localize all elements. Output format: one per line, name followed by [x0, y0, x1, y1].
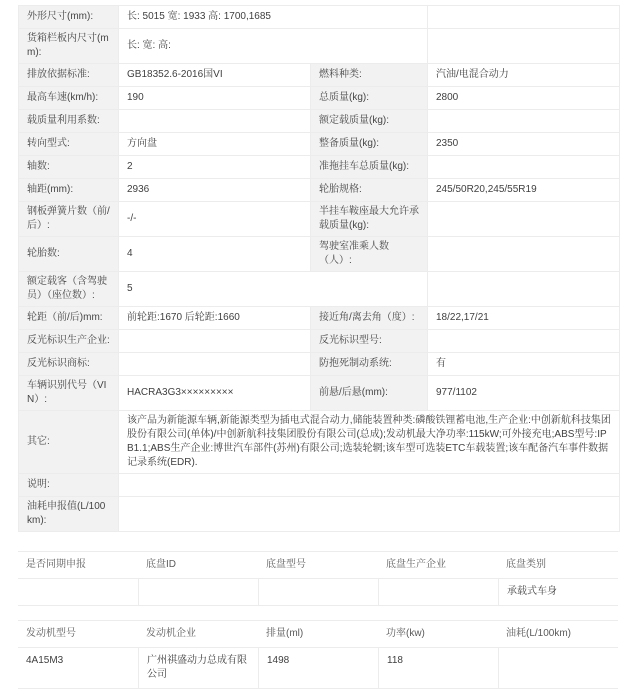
table-cell	[138, 579, 258, 605]
spec-label: 驾驶室准乘人数（人）:	[311, 237, 428, 272]
table-header-cell: 是否同期申报	[26, 559, 86, 570]
table-header-cell: 底盘ID	[146, 559, 176, 570]
spec-value: 方向盘	[119, 133, 311, 156]
spec-row	[19, 474, 619, 497]
spec-label: 额定载客（含驾驶员）（座位数）:	[19, 272, 119, 307]
spec-value: 2800	[428, 87, 619, 110]
spec-row	[19, 497, 619, 531]
table-row	[18, 648, 618, 689]
spec-value: HACRA3G3×××××××××	[119, 376, 311, 411]
table-cell: 118	[378, 648, 498, 688]
vehicle-spec-table	[18, 5, 620, 532]
table-header-cell: 发动机型号	[26, 628, 76, 639]
table-cell	[258, 579, 378, 605]
table-cell: 承载式车身	[498, 579, 618, 605]
spec-label: 载质量利用系数:	[19, 110, 119, 133]
spec-value	[119, 330, 311, 353]
spec-label: 防抱死制动系统:	[311, 353, 428, 376]
spec-label: 反光标识生产企业:	[19, 330, 119, 353]
spec-label: 货箱栏板内尺寸(mm):	[19, 29, 119, 64]
spec-value: 18/22,17/21	[428, 307, 619, 330]
spec-value: 2350	[428, 133, 619, 156]
spec-value	[119, 110, 311, 133]
spec-value	[428, 330, 619, 353]
spec-row	[19, 411, 619, 474]
spec-label: 燃料种类:	[311, 64, 428, 87]
spec-label: 反光标识商标:	[19, 353, 119, 376]
spec-row	[19, 330, 619, 353]
spec-label: 轮距（前/后)mm:	[19, 307, 119, 330]
table-header-cell: 油耗(L/100km)	[506, 628, 572, 639]
spec-label: 其它:	[19, 411, 119, 474]
spec-value	[428, 272, 619, 307]
spec-row	[19, 87, 619, 110]
spec-value: 该产品为新能源车辆,新能源类型为插电式混合动力,储能装置种类:磷酸铁锂蓄电池,生产企业:中创新航科技集团股份有限公司(单体)/中创新航科技集团股份有限公司(总成);发动机最大净功率:115kW;可外接充电;ABS型号:IPB1.1;ABS生产企业:博世汽车部件(苏州)有限公司;选装轮辋;该车型可选装ETC车载装置;该车配备汽车事件数据记录系统(EDR).	[119, 411, 619, 474]
spec-label: 轴距(mm):	[19, 179, 119, 202]
table-header-cell: 底盘型号	[266, 559, 306, 570]
table-cell	[378, 579, 498, 605]
spec-value: GB18352.6-2016国VI	[119, 64, 311, 87]
engine-table	[18, 620, 618, 689]
spec-label: 轮胎规格:	[311, 179, 428, 202]
spec-label: 轴数:	[19, 156, 119, 179]
spec-label: 说明:	[19, 474, 119, 497]
spec-label: 转向型式:	[19, 133, 119, 156]
spec-row	[19, 376, 619, 411]
spec-value: 长: 宽: 高:	[119, 29, 428, 64]
table-header-cell: 发动机企业	[146, 628, 196, 639]
spec-label: 额定载质量(kg):	[311, 110, 428, 133]
table-row	[18, 579, 618, 606]
spec-value	[428, 202, 619, 237]
spec-value	[119, 353, 311, 376]
table-header-cell: 底盘生产企业	[386, 559, 446, 570]
spec-value: 190	[119, 87, 311, 110]
table-cell: 4A15M3	[26, 655, 64, 666]
spec-value: 2	[119, 156, 311, 179]
spec-value	[428, 237, 619, 272]
spec-row	[19, 133, 619, 156]
spec-row	[19, 110, 619, 133]
spec-value	[119, 497, 619, 531]
spec-label: 车辆识别代号（VIN）:	[19, 376, 119, 411]
spec-value: 长: 5015 宽: 1933 高: 1700,1685	[119, 6, 428, 29]
spec-label: 整备质量(kg):	[311, 133, 428, 156]
spec-row	[19, 179, 619, 202]
spec-value	[428, 156, 619, 179]
table-header-cell: 底盘类别	[506, 559, 546, 570]
spec-value: 汽油/电混合动力	[428, 64, 619, 87]
spec-label: 排放依据标准:	[19, 64, 119, 87]
spec-value: -/-	[119, 202, 311, 237]
spec-row	[19, 6, 619, 29]
spec-label: 油耗申报值(L/100km):	[19, 497, 119, 531]
spec-label: 前悬/后悬(mm):	[311, 376, 428, 411]
spec-row	[19, 353, 619, 376]
spec-row	[19, 272, 619, 307]
spec-label: 接近角/离去角（度）:	[311, 307, 428, 330]
spec-row	[19, 307, 619, 330]
spec-row	[19, 237, 619, 272]
table-header-row	[18, 552, 618, 579]
spec-value	[428, 110, 619, 133]
spec-label: 总质量(kg):	[311, 87, 428, 110]
spec-value: 4	[119, 237, 311, 272]
table-header-cell: 排量(ml)	[266, 628, 304, 639]
spec-value: 2936	[119, 179, 311, 202]
spec-label: 最高车速(km/h):	[19, 87, 119, 110]
spec-label: 半挂车鞍座最大允许承载质量(kg):	[311, 202, 428, 237]
spec-row	[19, 156, 619, 179]
spec-value	[119, 474, 619, 497]
spec-label: 准拖挂车总质量(kg):	[311, 156, 428, 179]
chassis-table	[18, 551, 618, 606]
table-cell: 广州祺盛动力总成有限公司	[138, 648, 258, 688]
spec-value: 977/1102	[428, 376, 619, 411]
spec-value: 5	[119, 272, 428, 307]
spec-label: 钢板弹簧片数（前/后）:	[19, 202, 119, 237]
table-cell: 1498	[258, 648, 378, 688]
spec-label: 反光标识型号:	[311, 330, 428, 353]
spec-value	[428, 29, 619, 64]
spec-value: 前轮距:1670 后轮距:1660	[119, 307, 311, 330]
spec-value: 有	[428, 353, 619, 376]
spec-label: 外形尺寸(mm):	[19, 6, 119, 29]
spec-value	[428, 6, 619, 29]
spec-row	[19, 29, 619, 64]
spec-row	[19, 64, 619, 87]
table-header-cell: 功率(kw)	[386, 628, 425, 639]
table-cell	[18, 579, 138, 605]
spec-row	[19, 202, 619, 237]
table-cell	[498, 648, 618, 688]
table-header-row	[18, 621, 618, 648]
spec-label: 轮胎数:	[19, 237, 119, 272]
spec-value: 245/50R20,245/55R19	[428, 179, 619, 202]
